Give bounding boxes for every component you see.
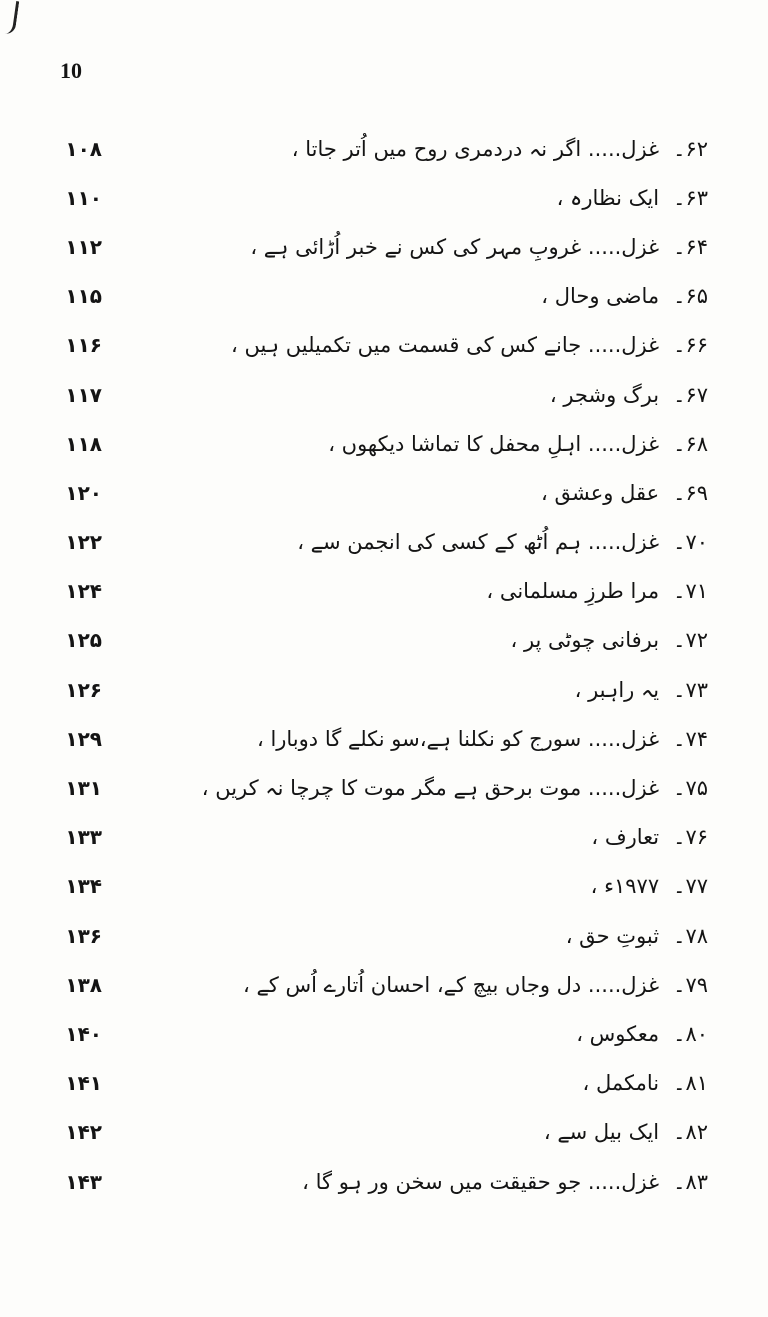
toc-entry-text	[148, 727, 708, 751]
toc-entry	[0, 173, 768, 222]
toc-entry-number: ۸۲۔	[673, 1120, 708, 1145]
toc-entry	[0, 1059, 768, 1108]
toc-entry	[0, 567, 768, 616]
toc-entry-title: مرا طرزِ مسلمانی ،	[486, 579, 660, 604]
toc-entry-number: ۷۸۔	[673, 923, 708, 948]
toc-entry-number: ۷۹۔	[673, 972, 708, 997]
toc-entry	[0, 1108, 768, 1157]
toc-entry-number: ۷۱۔	[673, 579, 708, 604]
toc-entry	[0, 665, 768, 714]
toc-entry	[0, 518, 768, 567]
toc-entry-title: یہ راہبر ،	[574, 677, 660, 702]
toc-page-number: ۱۳۸	[65, 972, 102, 997]
corner-ink-mark	[0, 0, 19, 35]
toc-page-number: ۱۲۶	[65, 677, 102, 702]
toc-entry-title: غزل..... اہلِ محفل کا تماشا دیکھوں ،	[328, 431, 660, 456]
toc-page-number: ۱۴۳	[65, 1169, 102, 1194]
toc-entry-title: ماضی وحال ،	[541, 284, 660, 309]
toc-entry-text	[148, 874, 708, 898]
toc-entry-text	[148, 1170, 708, 1194]
toc-entry-number: ۶۷۔	[673, 382, 708, 407]
toc-entry-text	[148, 678, 708, 702]
toc-page-number: ۱۴۰	[65, 1021, 102, 1046]
toc-entry-text	[148, 383, 708, 407]
toc-entry-text	[148, 579, 708, 603]
toc-entry	[0, 616, 768, 665]
toc-entry	[0, 272, 768, 321]
toc-entry-text	[148, 1071, 708, 1095]
toc-page-number: ۱۲۰	[65, 480, 102, 505]
toc-entry-title: غزل..... غروبِ مہر کی کس نے خبر اُڑائی ہے ،	[250, 234, 660, 259]
toc-entry	[0, 222, 768, 271]
toc-entry-text	[148, 924, 708, 948]
toc-entry-number: ۶۹۔	[673, 480, 708, 505]
toc-entry-title: برگ وشجر ،	[549, 382, 660, 407]
toc-entry-title: غزل..... موت برحق ہے مگر موت کا چرچا نہ کریں ،	[201, 776, 660, 801]
toc-page-number: ۱۲۵	[65, 628, 102, 653]
toc-page-number: ۱۰۸	[65, 136, 102, 161]
table-of-contents	[0, 124, 768, 1206]
toc-entry-title: غزل..... دل وجاں بیچ کے، احسان اُتارے اُس کے ،	[243, 972, 660, 997]
toc-page-number: ۱۲۹	[65, 726, 102, 751]
toc-entry-text	[148, 628, 708, 652]
toc-entry-number: ۷۵۔	[673, 776, 708, 801]
toc-entry-number: ۶۴۔	[673, 234, 708, 259]
toc-page-number: ۱۳۴	[65, 874, 102, 899]
toc-entry	[0, 763, 768, 812]
toc-entry-title: غزل..... اگر نہ دردمری روح میں اُتر جاتا ،	[291, 136, 660, 161]
toc-entry-title: غزل..... سورج کو نکلنا ہے،سو نکلے گا دوبارا ،	[256, 726, 660, 751]
toc-entry-title: نامکمل ،	[582, 1071, 660, 1096]
toc-page-number: ۱۳۳	[65, 825, 102, 850]
toc-entry-number: ۷۶۔	[673, 825, 708, 850]
toc-entry-text	[148, 530, 708, 554]
toc-entry	[0, 714, 768, 763]
toc-entry-text	[148, 186, 708, 210]
toc-page-number: ۱۱۸	[65, 431, 102, 456]
toc-entry-title: ۱۹۷۷ء ،	[590, 874, 660, 899]
toc-entry-text	[148, 1120, 708, 1144]
toc-entry-title: عقل وعشق ،	[541, 480, 660, 505]
toc-entry-number: ۶۳۔	[673, 185, 708, 210]
toc-page-number: ۱۳۱	[65, 776, 102, 801]
toc-entry-number: ۶۲۔	[673, 136, 708, 161]
toc-entry	[0, 468, 768, 517]
toc-page-number: ۱۴۲	[65, 1120, 102, 1145]
toc-entry-title: تعارف ،	[591, 825, 660, 850]
toc-entry-title: غزل..... جانے کس کی قسمت میں تکمیلیں ہیں ،	[231, 333, 660, 358]
toc-entry-text	[148, 776, 708, 800]
toc-entry	[0, 419, 768, 468]
toc-entry	[0, 862, 768, 911]
toc-entry	[0, 960, 768, 1009]
toc-entry-number: ۸۱۔	[673, 1071, 708, 1096]
toc-entry	[0, 124, 768, 173]
toc-entry-number: ۷۲۔	[673, 628, 708, 653]
toc-entry-text	[148, 481, 708, 505]
toc-entry-text	[148, 235, 708, 259]
toc-page-number: ۱۱۷	[65, 382, 102, 407]
toc-entry-title: ایک بیل سے ،	[543, 1120, 660, 1145]
toc-page-number: ۱۲۲	[65, 530, 102, 555]
toc-entry-text	[148, 1022, 708, 1046]
toc-entry-number: ۷۰۔	[673, 530, 708, 555]
toc-entry-text	[148, 973, 708, 997]
toc-entry-number: ۸۳۔	[673, 1169, 708, 1194]
toc-entry-title: ایک نظارہ ،	[556, 185, 660, 210]
toc-entry-title: غزل..... ہم اُٹھ کے کسی کی انجمن سے ،	[297, 530, 660, 555]
toc-page-number: ۱۲۴	[65, 579, 102, 604]
toc-entry-text	[148, 137, 708, 161]
toc-entry-text	[148, 825, 708, 849]
toc-entry-number: ۷۴۔	[673, 726, 708, 751]
toc-entry-number: ۶۶۔	[673, 333, 708, 358]
toc-page-number: ۱۱۰	[65, 185, 102, 210]
toc-entry	[0, 321, 768, 370]
toc-page-number: ۱۱۲	[65, 234, 102, 259]
toc-page-number: ۱۳۶	[65, 923, 102, 948]
toc-entry-title: ثبوتِ حق ،	[565, 923, 660, 948]
toc-entry	[0, 813, 768, 862]
toc-entry-number: ۷۳۔	[673, 677, 708, 702]
toc-entry-title: غزل..... جو حقیقت میں سخن ور ہو گا ،	[302, 1169, 660, 1194]
toc-page-number: ۱۱۵	[65, 284, 102, 309]
toc-entry	[0, 1157, 768, 1206]
toc-entry-text	[148, 333, 708, 357]
toc-entry	[0, 911, 768, 960]
toc-entry-number: ۶۵۔	[673, 284, 708, 309]
toc-entry	[0, 1009, 768, 1058]
toc-entry-number: ۷۷۔	[673, 874, 708, 899]
toc-entry-title: برفانی چوٹی پر ،	[510, 628, 660, 653]
toc-entry-title: معکوس ،	[576, 1021, 660, 1046]
toc-entry-text	[148, 432, 708, 456]
toc-entry-text	[148, 284, 708, 308]
toc-page-number: ۱۴۱	[65, 1071, 102, 1096]
toc-entry	[0, 370, 768, 419]
page-number: 10	[60, 58, 82, 83]
toc-page-number: ۱۱۶	[65, 333, 102, 358]
toc-entry-number: ۸۰۔	[673, 1021, 708, 1046]
toc-entry-number: ۶۸۔	[673, 431, 708, 456]
